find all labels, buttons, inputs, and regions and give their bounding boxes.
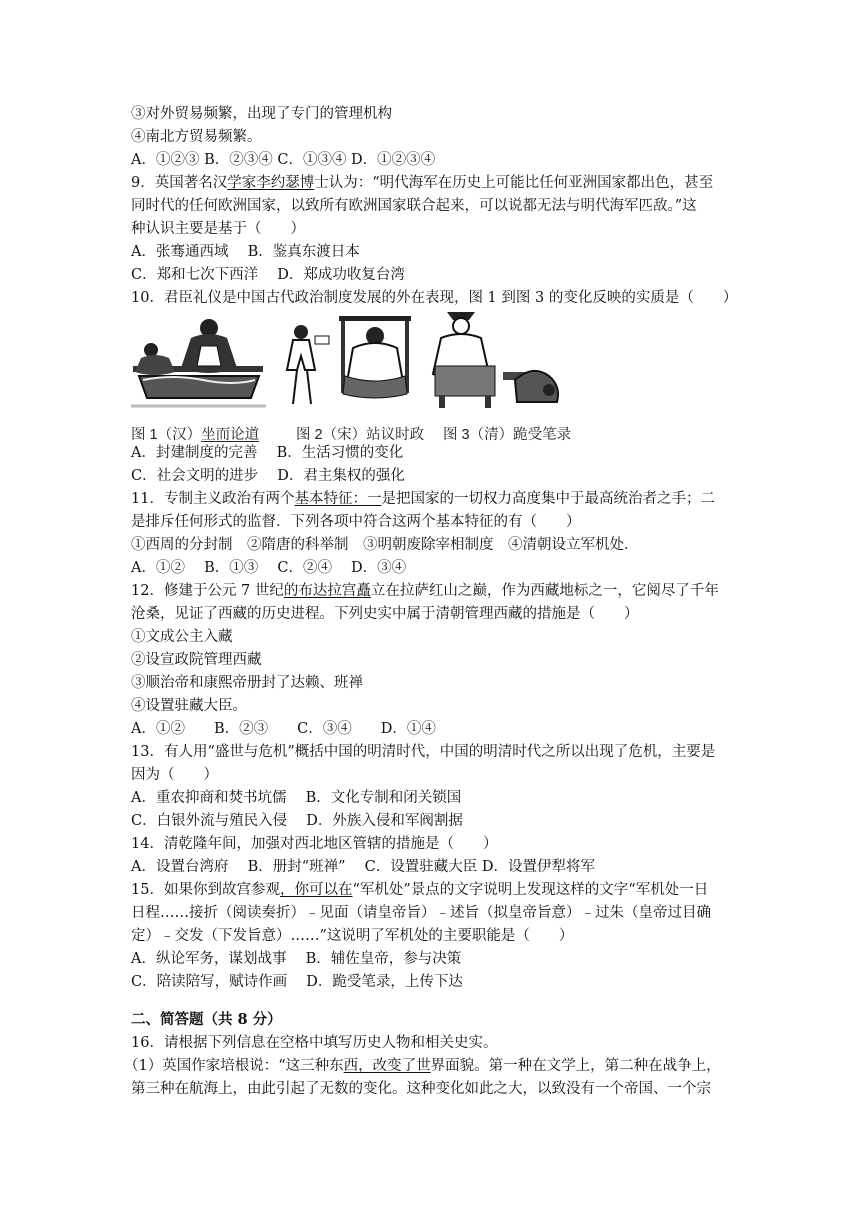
q12-item-3: ③顺治帝和康熙帝册封了达赖、班禅 <box>131 675 363 691</box>
q15-options-ab: A．纵论军务，谋划战事 B．辅佐皇帝，参与决策 <box>131 951 462 967</box>
q9-options-cd: C．郑和七次下西洋 D．郑成功收复台湾 <box>131 267 405 283</box>
q16-part1-line2: 第三种在航海上，由此引起了无数的变化。这种变化如此之大，以致没有一个帝国、一个宗 <box>131 1081 711 1097</box>
q8-answers: A．①②③ B．②③④ C．①③④ D．①②③④ <box>131 152 436 168</box>
q15-stem-line1: 15．如果你到故宫参观，你可以在“军机处”景点的文字说明上发现这样的文字“军机处一日 <box>131 882 709 898</box>
figure-3-caption: 图 3（清）跪受笔录 <box>443 427 572 443</box>
q13-options-ab: A．重农抑商和焚书坑儒 B．文化专制和闭关锁国 <box>131 790 462 806</box>
q9-stem-line1: 9．英国著名汉学家李约瑟博士认为：“明代海军在历史上可能比任何亚洲国家都出色，甚至 <box>131 175 714 191</box>
q12-answers: A．①② B．②③ C．③④ D．①④ <box>131 721 436 737</box>
q15-stem-line2: 日程……接折（阅读奏折）﹣见面（请皇帝旨）﹣述旨（拟皇帝旨意）﹣过朱（皇帝过目确 <box>131 905 711 921</box>
q13-stem-line2: 因为（ ） <box>131 767 218 783</box>
section-2-heading: 二、简答题（共 8 分） <box>131 1011 282 1028</box>
q11-items: ①西周的分封制 ②隋唐的科举制 ③明朝废除宰相制度 ④清朝设立军机处． <box>131 537 639 553</box>
q16-part1-line1: （1）英国作家培根说：“这三种东西，改变了世界面貌。第一种在文学上，第二种在战争上， <box>124 1058 721 1074</box>
q15-stem-line3: 定）﹣交发（下发旨意）……”这说明了军机处的主要职能是（ ） <box>131 928 574 944</box>
q10-stem: 10．君臣礼仪是中国古代政治制度发展的外在表现，图 1 到图 3 的变化反映的实质是（ ） <box>131 290 738 306</box>
q16-stem: 16．请根据下列信息在空格中填写历史人物和相关史实。 <box>131 1035 498 1051</box>
q13-options-cd: C．白银外流与殖民入侵 D．外族入侵和军阀割据 <box>131 813 463 829</box>
q12-stem-line2: 沧桑，见证了西藏的历史进程。下列史实中属于清朝管理西藏的措施是（ ） <box>131 606 639 622</box>
q15-options-cd: C．陪读陪写，赋诗作画 D．跪受笔录，上传下达 <box>131 974 463 990</box>
figure-2-caption: 图 2（宋）站议时政 <box>296 427 425 443</box>
q9-stem-line2: 同时代的任何欧洲国家，以致所有欧洲国家联合起来，可以说都无法与明代海军匹敌。”这 <box>131 198 697 214</box>
figure-1-han-illustration <box>131 306 266 414</box>
q12-item-2: ②设宣政院管理西藏 <box>131 652 262 668</box>
q11-stem-line1: 11．专制主义政治有两个基本特征：一是把国家的一切权力高度集中于最高统治者之手；二 <box>131 491 715 507</box>
q8-option-3: ③对外贸易频繁，出现了专门的管理机构 <box>131 106 392 122</box>
q9-stem-line3: 种认识主要是基于（ ） <box>131 221 305 237</box>
q10-options-cd: C．社会文明的进步 D．君主集权的强化 <box>131 468 405 484</box>
q12-item-4: ④设置驻藏大臣。 <box>131 698 247 714</box>
q12-item-1: ①文成公主入藏 <box>131 629 233 645</box>
figure-3-qing-illustration <box>431 306 571 414</box>
figure-1-caption: 图 1（汉）坐而论道 <box>131 427 260 443</box>
q12-stem-line1: 12．修建于公元 7 世纪的布达拉宫矗立在拉萨红山之巅，作为西藏地标之一，它阅尽了千年 <box>131 583 719 599</box>
q14-stem: 14．清乾隆年间，加强对西北地区管辖的措施是（ ） <box>131 836 498 852</box>
q9-options-ab: A．张骞通西域 B．鉴真东渡日本 <box>131 244 360 260</box>
q8-option-4: ④南北方贸易频繁。 <box>131 129 262 145</box>
q13-stem-line1: 13．有人用“盛世与危机”概括中国的明清时代，中国的明清时代之所以出现了危机，主要是 <box>131 744 716 760</box>
q14-options: A．设置台湾府 B．册封“班禅” C．设置驻藏大臣 D．设置伊犁将军 <box>131 859 595 875</box>
figure-2-song-illustration <box>279 306 414 414</box>
q10-figures <box>131 306 571 416</box>
q11-answers: A．①② B．①③ C．②④ D．③④ <box>131 560 407 576</box>
q10-options-ab: A．封建制度的完善 B．生活习惯的变化 <box>131 445 404 461</box>
q11-stem-line2: 是排斥任何形式的监督．下列各项中符合这两个基本特征的有（ ） <box>131 514 581 530</box>
